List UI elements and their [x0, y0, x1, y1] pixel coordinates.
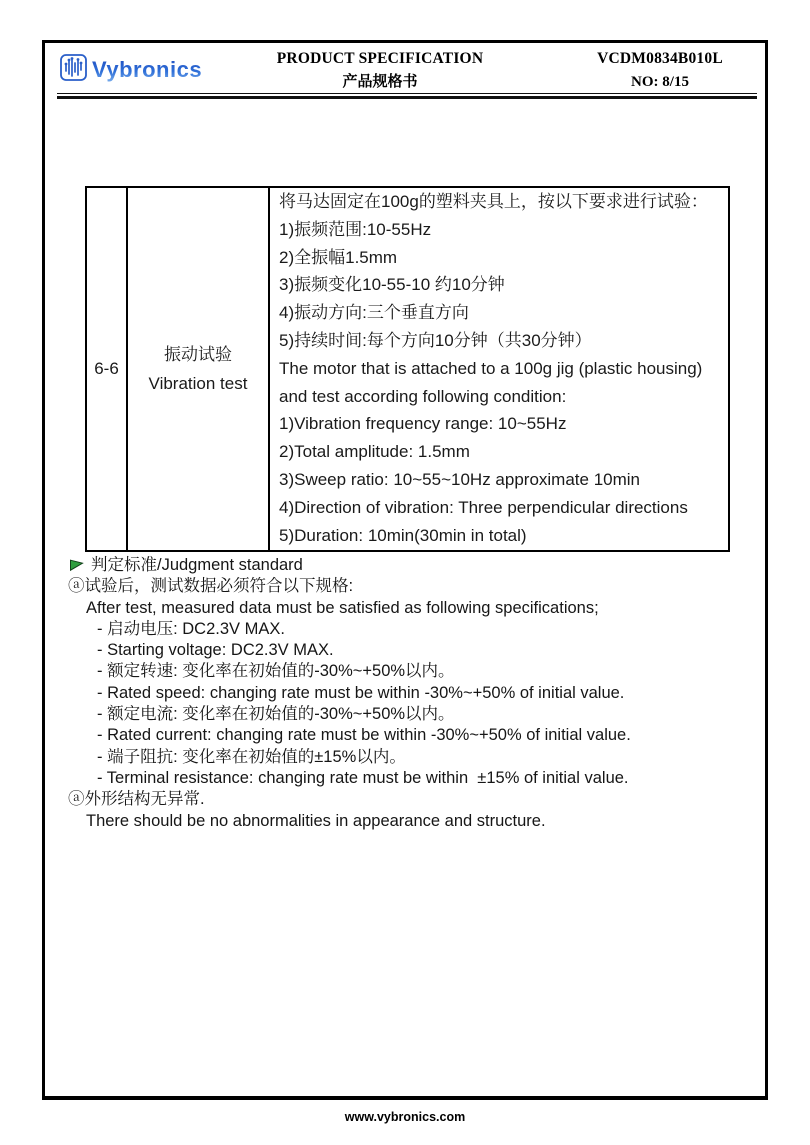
- judgment-line: - 端子阻抗: 变化率在初始值的±15%以内。: [97, 747, 406, 766]
- header-title-block: [260, 47, 500, 94]
- test-name-cell: [128, 188, 270, 550]
- condition-line: 3)Sweep ratio: 10~55~10Hz approximate 10min: [279, 469, 640, 489]
- judgment-line: ⓐ试验后，测试数据必须符合以下规格:: [68, 577, 354, 596]
- table-row-id: 6-6: [87, 188, 128, 550]
- footer: [0, 1110, 810, 1124]
- model-number: VCDM0834B010L: [597, 50, 723, 67]
- judgment-line: - Rated speed: changing rate must be within -30%~+50% of initial value.: [97, 683, 625, 702]
- header-model-block: [555, 47, 765, 94]
- green-flag-icon: [69, 559, 84, 572]
- judgment-line: - Terminal resistance: changing rate must be within ±15% of initial value.: [97, 768, 629, 787]
- document-title-cn: 产品规格书: [342, 74, 418, 90]
- page-number: NO: 8/15: [631, 74, 689, 90]
- judgment-line: - 额定转速: 变化率在初始值的-30%~+50%以内。: [97, 662, 455, 681]
- vibration-test-table: [85, 186, 730, 552]
- judgment-heading-label: 判定标准/Judgment standard: [91, 556, 303, 574]
- condition-line: 4)Direction of vibration: Three perpendicular directions: [279, 497, 688, 517]
- judgment-heading: [66, 555, 766, 576]
- condition-line: 3)振频变化10-55-10 约10分钟: [279, 275, 505, 295]
- test-name-cn: 振动试验: [164, 345, 232, 364]
- test-conditions-cell: [270, 188, 728, 550]
- header-divider: [57, 93, 757, 99]
- condition-line: The motor that is attached to a 100g jig (plastic housing): [279, 358, 703, 378]
- judgment-line: After test, measured data must be satisfied as following specifications;: [86, 598, 599, 617]
- condition-line: 5)Duration: 10min(30min in total): [279, 525, 527, 545]
- condition-line: 1)Vibration frequency range: 10~55Hz: [279, 414, 567, 434]
- condition-line: 1)振频范围:10-55Hz: [279, 219, 432, 239]
- condition-line: 4)振动方向:三个垂直方向: [279, 303, 469, 323]
- vybronics-logo: [60, 54, 202, 86]
- document-title-en: PRODUCT SPECIFICATION: [276, 50, 484, 67]
- document-border: [42, 40, 768, 1100]
- condition-line: 5)持续时间:每个方向10分钟（共30分钟）: [279, 330, 592, 350]
- judgment-line: ⓐ外形结构无异常.: [68, 790, 205, 809]
- condition-line: 2)Total amplitude: 1.5mm: [279, 442, 470, 462]
- footer-url: www.vybronics.com: [344, 1110, 466, 1124]
- logo-text: Vybronics: [92, 57, 203, 82]
- judgment-line: - Rated current: changing rate must be within -30%~+50% of initial value.: [97, 726, 631, 745]
- judgment-line: There should be no abnormalities in appearance and structure.: [86, 811, 546, 830]
- judgment-line: - 额定电流: 变化率在初始值的-30%~+50%以内。: [97, 705, 455, 724]
- condition-line: and test according following condition:: [279, 386, 567, 406]
- judgment-standard-section: [66, 555, 766, 832]
- judgment-line: - 启动电压: DC2.3V MAX.: [97, 619, 285, 638]
- condition-line: 2)全振幅1.5mm: [279, 247, 398, 267]
- waveform-logo-icon: [60, 54, 87, 86]
- condition-line: 将马达固定在100g的塑料夹具上，按以下要求进行试验：: [279, 192, 708, 211]
- test-name-en: Vibration test: [148, 374, 248, 393]
- judgment-line: - Starting voltage: DC2.3V MAX.: [97, 641, 334, 660]
